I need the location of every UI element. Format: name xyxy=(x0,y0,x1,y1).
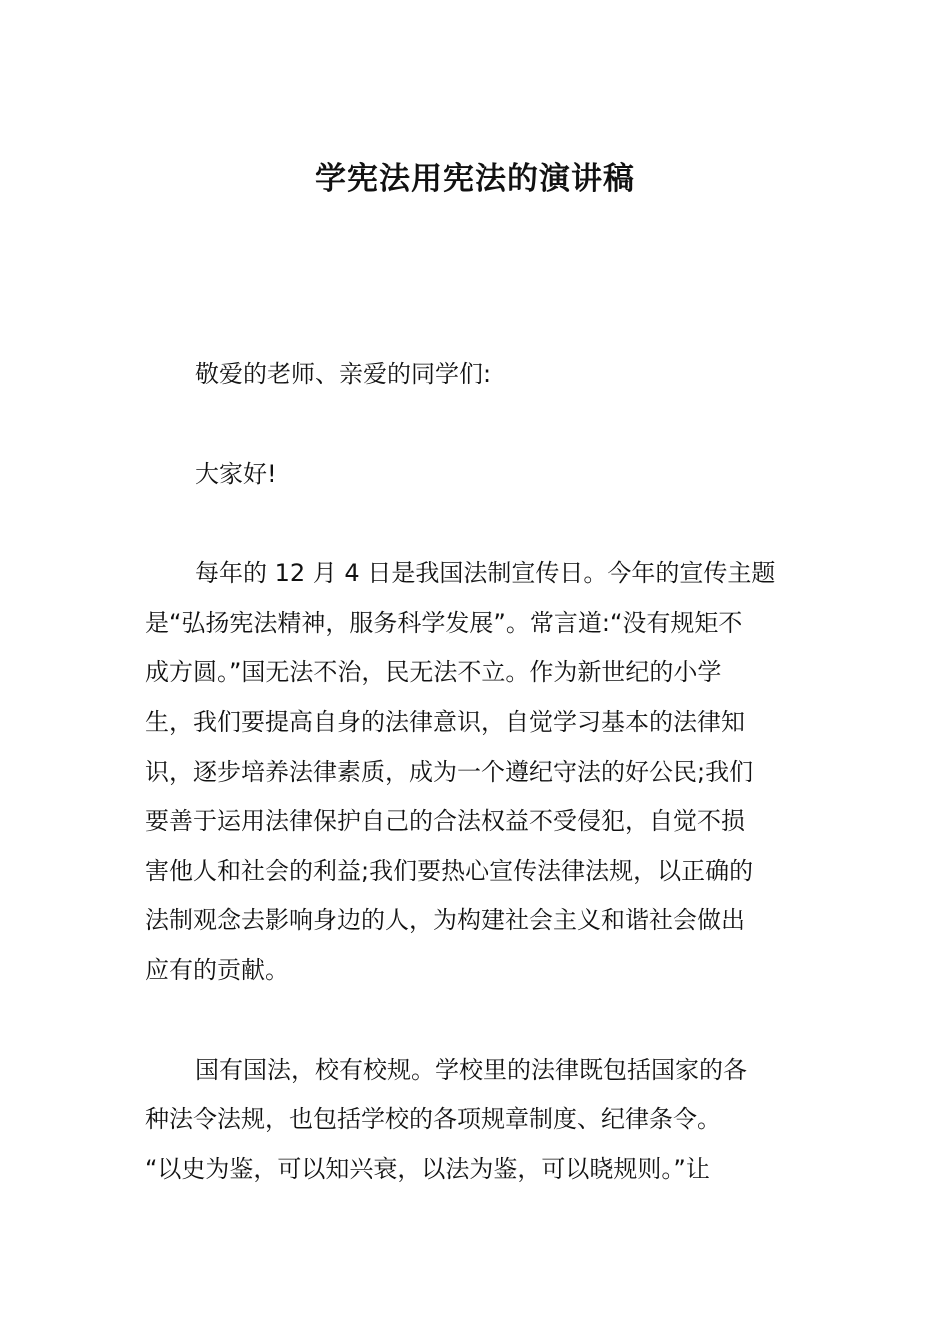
paragraph-line: 应有的贡献。 xyxy=(145,955,289,984)
document-body xyxy=(145,350,807,1244)
paragraph-line: “以史为鉴，可以知兴衰，以法为鉴，可以晓规则。”让 xyxy=(145,1154,710,1183)
paragraph-1 xyxy=(145,549,807,995)
paragraph-line: 每年的 12 月 4 日是我国法制宣传日。今年的宣传主题 xyxy=(195,559,776,588)
paragraph-line: 种法令法规，也包括学校的各项规章制度、纪律条令。 xyxy=(145,1105,721,1134)
document-title: 学宪法用宪法的演讲稿 xyxy=(315,161,635,197)
paragraph-line: 国有国法，校有校规。学校里的法律既包括国家的各 xyxy=(195,1055,747,1084)
paragraph-line: 生，我们要提高自身的法律意识，自觉学习基本的法律知 xyxy=(145,707,745,736)
paragraph-line: 识，逐步培养法律素质，成为一个遵纪守法的好公民;我们 xyxy=(145,757,754,786)
paragraph-line: 要善于运用法律保护自己的合法权益不受侵犯，自觉不损 xyxy=(145,807,745,836)
paragraph-line: 害他人和社会的利益;我们要热心宣传法律法规，以正确的 xyxy=(145,856,754,885)
salutation: 敬爱的老师、亲爱的同学们: xyxy=(195,360,492,388)
paragraph-line: 成方圆。”国无法不治，民无法不立。作为新世纪的小学 xyxy=(145,658,722,687)
paragraph-2 xyxy=(145,1046,807,1195)
paragraph-line: 是“弘扬宪法精神，服务科学发展”。常言道:“没有规矩不 xyxy=(145,608,743,637)
paragraph-line: 法制观念去影响身边的人，为构建社会主义和谐社会做出 xyxy=(145,906,745,935)
greeting: 大家好! xyxy=(195,459,277,488)
